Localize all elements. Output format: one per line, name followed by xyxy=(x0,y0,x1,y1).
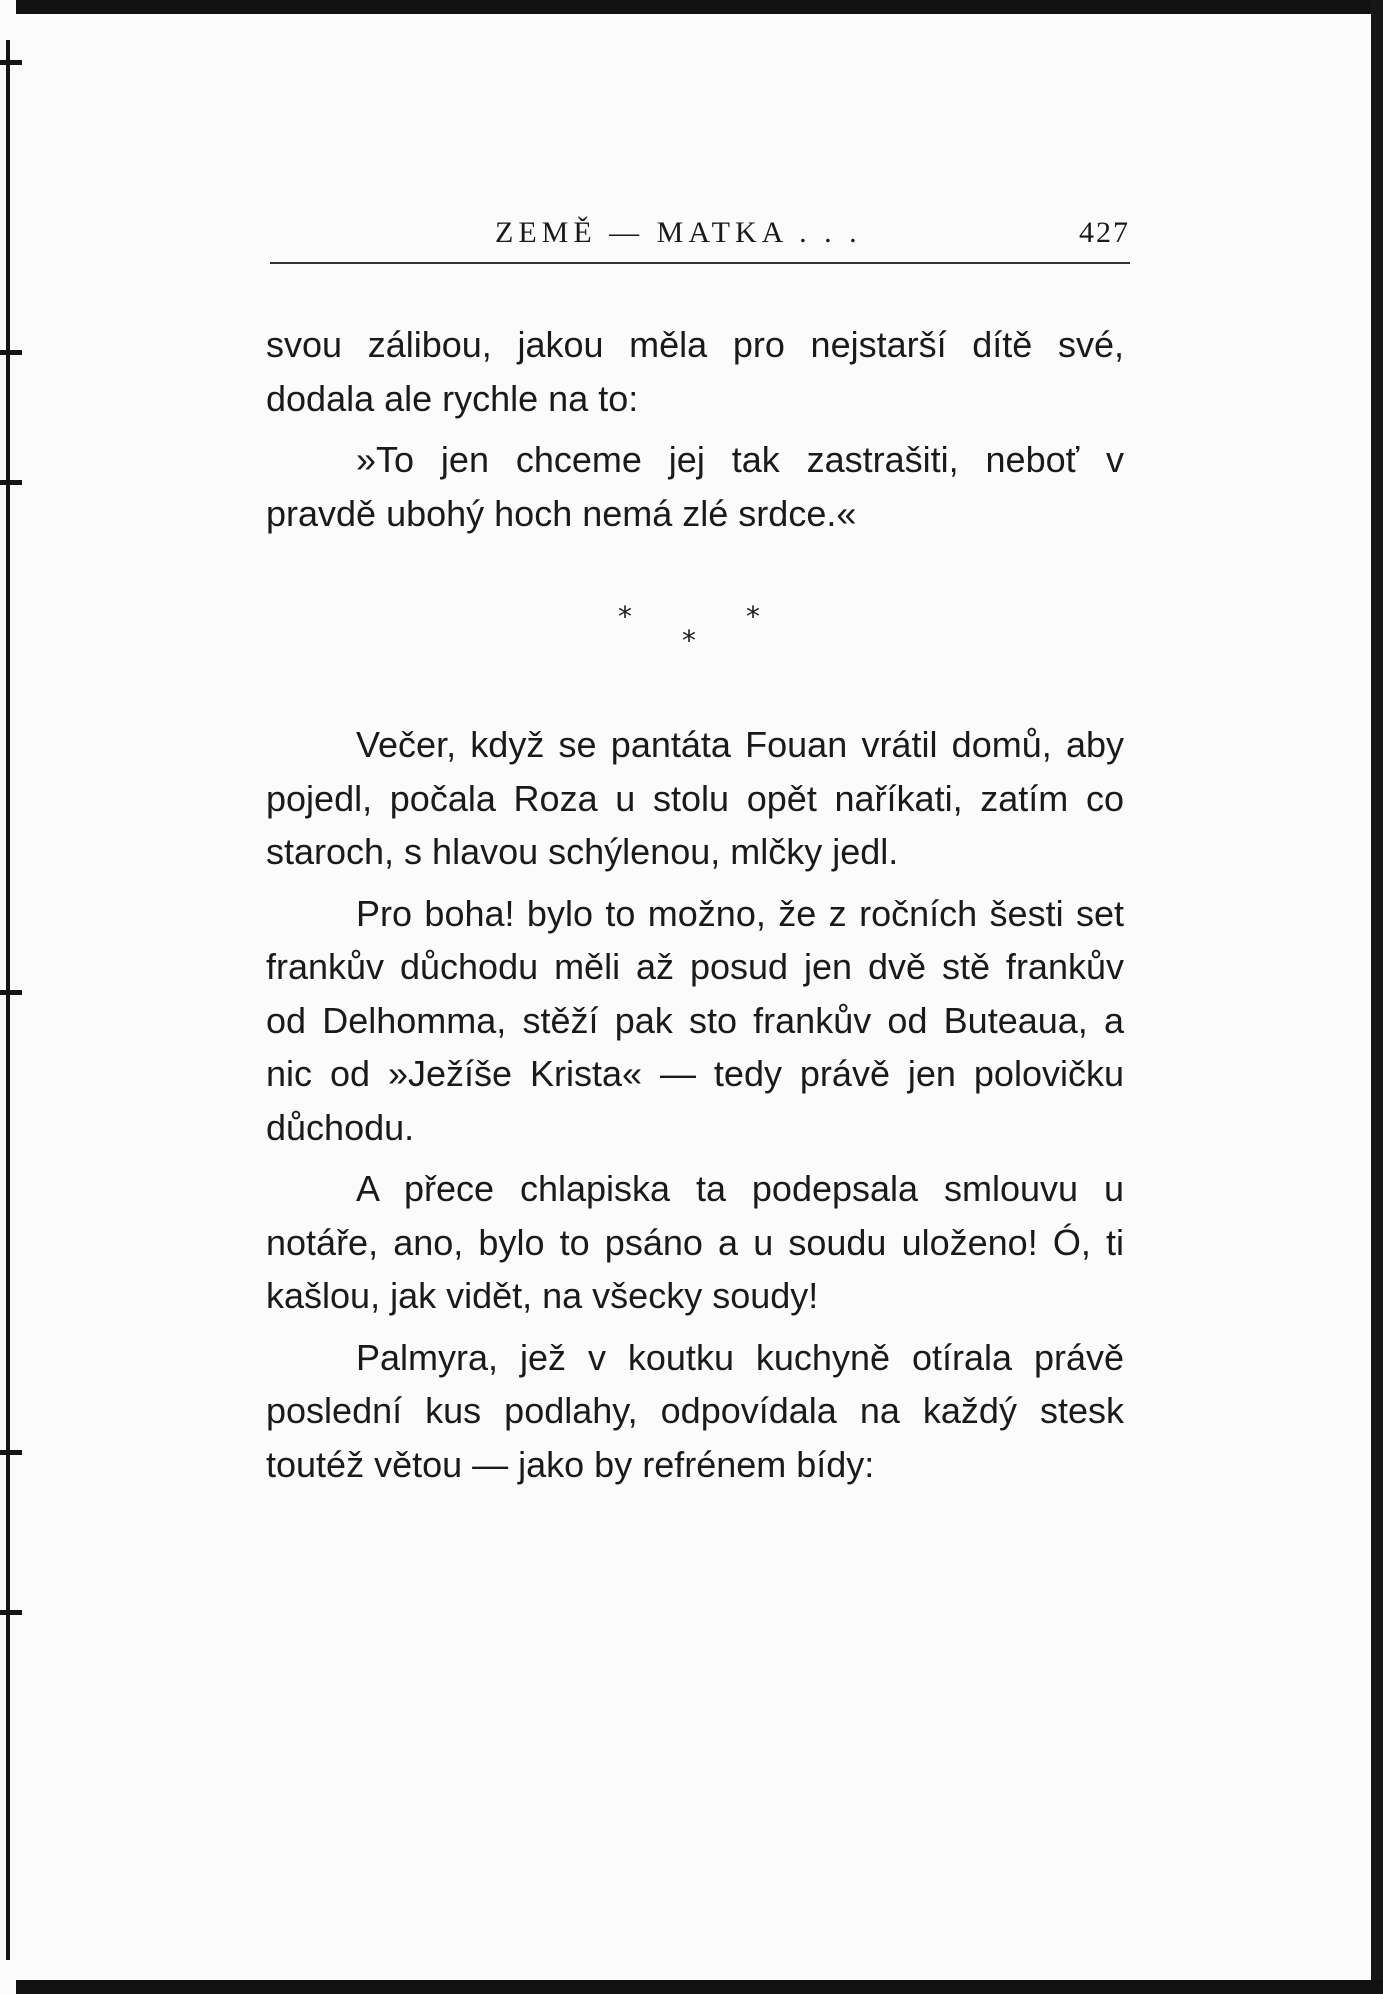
page-header xyxy=(270,212,1130,264)
section-separator xyxy=(610,600,780,670)
paragraph: svou zálibou, jakou měla pro nejstarší dítě své, dodala ale rychle na to: xyxy=(266,324,1124,419)
spine-mark xyxy=(0,480,22,485)
paragraph: Večer, když se pantáta Fouan vrátil domů, aby pojedl, počala Roza u stolu opět naříkati, zatím co staroch, s hlavou schýlenou, mlčky jedl. xyxy=(266,724,1124,872)
paragraph: A přece chlapiska ta podepsala smlouvu u notáře, ano, bylo to psáno a u soudu uloženo! Ó, ti kašlou, jak vidět, na všecky soudy! xyxy=(266,1168,1124,1316)
spine-mark xyxy=(0,1450,22,1455)
paragraph: Palmyra, jež v koutku kuchyně otírala právě poslední kus podlahy, odpovídala na každý stesk toutéž větou — jako by refrénem bídy: xyxy=(266,1336,1124,1485)
spine-mark xyxy=(0,990,22,995)
scan-border-top xyxy=(0,0,1383,14)
asterisk: * xyxy=(682,624,696,657)
spine-mark xyxy=(0,350,22,355)
spine-mark xyxy=(0,1610,22,1615)
running-title: ZEMĚ — MATKA . . . xyxy=(495,216,862,249)
paragraph: Pro boha! bylo to možno, že z ročních šesti set frankův důchodu měli až posud jen dvě stě frankův od Delhomma, stěží pak sto frankův od Buteaua, a nic od »Ježíše Krista« — tedy právě jen polovičku důchodu. xyxy=(266,892,1124,1148)
scan-border-right xyxy=(1371,0,1383,1994)
asterisk: * xyxy=(746,600,760,633)
spine-mark xyxy=(0,60,22,65)
paragraphs-after-break xyxy=(266,718,1124,1491)
paragraphs-before-break xyxy=(266,318,1124,540)
book-spine-edge xyxy=(6,40,10,1960)
asterisk: * xyxy=(618,600,632,633)
page-number: 427 xyxy=(1079,216,1130,249)
body-text xyxy=(266,318,1124,1491)
paragraph: »To jen chceme jej tak zastrašiti, neboť v pravdě ubohý hoch nemá zlé srdce.« xyxy=(266,439,1124,534)
scan-border-bottom xyxy=(0,1980,1383,1994)
